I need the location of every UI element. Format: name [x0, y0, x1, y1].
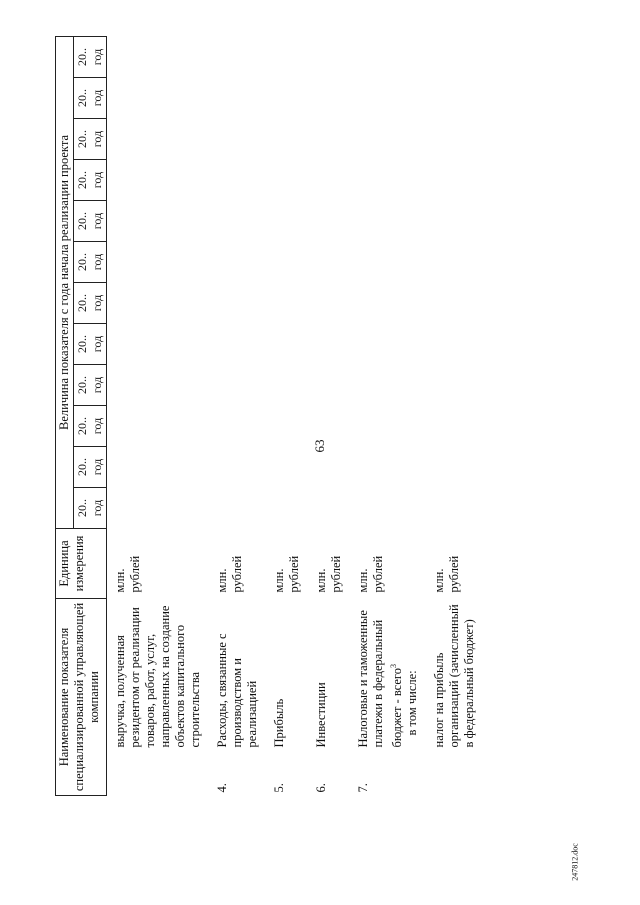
row-subheading: в том числе: — [405, 670, 420, 736]
table-row — [107, 37, 210, 796]
row-name — [350, 599, 426, 754]
row-values — [308, 37, 350, 529]
year-header: 20.. год — [74, 365, 107, 406]
indicator-table — [55, 36, 483, 796]
footnote-marker: 3 — [389, 664, 398, 669]
row-number: 7. — [356, 783, 370, 793]
row-name: налог на прибыль организаций (зачисленный в федеральный бюджет) — [432, 604, 477, 748]
row-values — [266, 37, 308, 529]
row-unit: млн. рублей — [314, 555, 343, 593]
row-values — [350, 37, 426, 529]
row-number: 4. — [215, 783, 229, 793]
row-name: Расходы, связанные с производством и реализацией — [215, 633, 259, 748]
year-header: 20.. год — [74, 78, 107, 119]
name-column-header: Наименование показателя специализированной управляющей компании — [56, 599, 107, 796]
year-header: 20.. год — [74, 119, 107, 160]
year-header: 20.. год — [74, 488, 107, 529]
year-header: 20.. год — [74, 406, 107, 447]
row-values — [209, 37, 266, 529]
table-row — [209, 37, 266, 796]
row-name: Инвестиции — [314, 682, 328, 748]
row-name: Прибыль — [272, 698, 286, 748]
row-unit: млн. рублей — [113, 555, 142, 593]
year-header: 20.. год — [74, 447, 107, 488]
row-unit: млн. рублей — [215, 555, 244, 593]
year-header: 20.. год — [74, 283, 107, 324]
row-number: 5. — [272, 783, 286, 793]
unit-column-header: Единица измерения — [56, 529, 107, 599]
page-number: 63 — [312, 439, 327, 453]
year-header: 20.. год — [74, 201, 107, 242]
table-row — [308, 37, 350, 796]
row-number — [426, 754, 483, 796]
value-group-header: Величина показателя с года начала реализации проекта — [56, 37, 74, 529]
row-unit: млн. рублей — [272, 555, 301, 593]
row-unit: млн. рублей — [432, 555, 462, 593]
year-header: 20.. год — [74, 160, 107, 201]
year-header: 20.. год — [74, 324, 107, 365]
year-header: 20.. год — [74, 242, 107, 283]
row-unit: млн. рублей — [356, 555, 385, 593]
table-row — [350, 37, 426, 796]
document-id: 247812.doc — [570, 843, 580, 881]
table-row — [426, 37, 483, 796]
row-values — [107, 37, 210, 529]
row-name: выручка, полученная резидентом от реализации товаров, работ, услуг, направленных на создание объектов капитального строительства — [113, 605, 202, 748]
row-name-text: Налоговые и таможенные платежи в федеральный бюджет - всего — [356, 610, 405, 748]
rotated-table-container — [55, 36, 585, 796]
row-values — [426, 37, 483, 529]
row-number — [107, 754, 210, 796]
year-header: 20.. год — [74, 37, 107, 78]
row-number: 6. — [314, 783, 328, 793]
table-row — [266, 37, 308, 796]
